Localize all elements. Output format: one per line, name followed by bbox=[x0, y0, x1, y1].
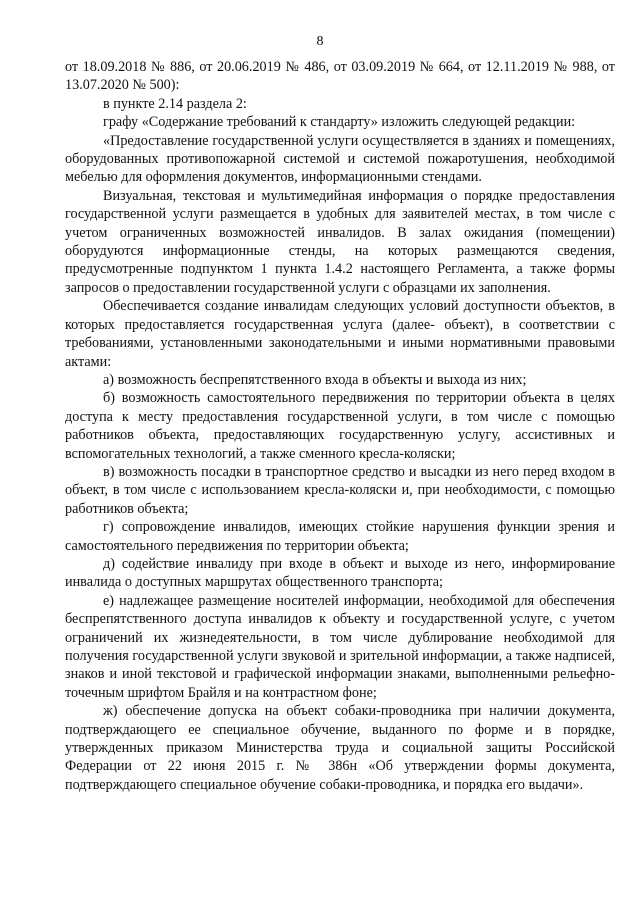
list-item-d: д) содействие инвалиду при входе в объект и выходе из него, информирование инвалида о доступных маршрутах общественного транспорта; bbox=[65, 555, 615, 591]
list-item-v: в) возможность посадки в транспортное средство и высадки из него перед входом в объект, в том числе с использованием кресла-коляски и, при необходимости, с помощью работников объекта; bbox=[65, 463, 615, 517]
list-item-e: е) надлежащее размещение носителей информации, необходимой для обеспечения беспрепятственного доступа инвалидов к объекту и государственной услуге, с учетом ограничений их жизнедеятельности, в том числе дублирование необходимой для получения государственной услуги звуковой и зрительной информации, а также надписей, знаков и иной текстовой и графической информации знаками, выполненными рельефно-точечным шрифтом Брайля и на контрастном фоне; bbox=[65, 592, 615, 701]
paragraph-premises: «Предоставление государственной услуги осуществляется в зданиях и помещениях, оборудованных противопожарной системой и системой пожаротушения, необходимой мебелью для оформления документов, информационными стендами. bbox=[65, 132, 615, 186]
paragraph-amendment-dates: от 18.09.2018 № 886, от 20.06.2019 № 486, от 03.09.2019 № 664, от 12.11.2019 № 988, от 13.07.2020 № 500): bbox=[65, 59, 615, 94]
list-item-g: г) сопровождение инвалидов, имеющих стойкие нарушения функции зрения и самостоятельного передвижения по территории объекта; bbox=[65, 519, 615, 554]
paragraph-clause-reference: в пункте 2.14 раздела 2: bbox=[103, 95, 247, 112]
page-number: 8 bbox=[316, 34, 324, 49]
paragraph-column-instruction: графу «Содержание требований к стандарту» изложить следующей редакции: bbox=[103, 114, 576, 131]
paragraph-information-placement: Визуальная, текстовая и мультимедийная информация о порядке предоставления государственной услуги размещается в удобных для заявителей местах, в том числе с учетом ограниченных возможностей инвалидов. В залах ожидания (помещении) оборудуются информационные стенды, на которых размещаются сведения, предусмотренные подпунктом 1 пункта 1.4.2 настоящего Регламента, а также формы запросов о предоставлении государственной услуги с образцами их заполнения. bbox=[65, 187, 615, 296]
list-item-a: а) возможность беспрепятственного входа в объекты и выхода из них; bbox=[103, 371, 527, 388]
list-item-zh: ж) обеспечение допуска на объект собаки-проводника при наличии документа, подтверждающего ее специальное обучение, выданного по форме и в порядке, утвержденных приказом Министерства труда и социальной защиты Российской Федерации от 22 июня 2015 г. № 386н «Об утверждении формы документа, подтверждающего специальное обучение собаки-проводника, и порядка его выдачи». bbox=[65, 703, 615, 793]
paragraph-accessibility-conditions: Обеспечивается создание инвалидам следующих условий доступности объектов, в которых предоставляется государственная услуга (далее- объект), в соответствии с требованиями, установленными законодательными и иными нормативными правовыми актами: bbox=[65, 298, 615, 370]
list-item-b: б) возможность самостоятельного передвижения по территории объекта в целях доступа к месту предоставления государственной услуги, в том числе с помощью работников объекта, предоставляющих государственную услугу, ассистивных и вспомогательных технологий, а также сменного кресла-коляски; bbox=[65, 390, 615, 462]
document-body bbox=[65, 58, 615, 794]
